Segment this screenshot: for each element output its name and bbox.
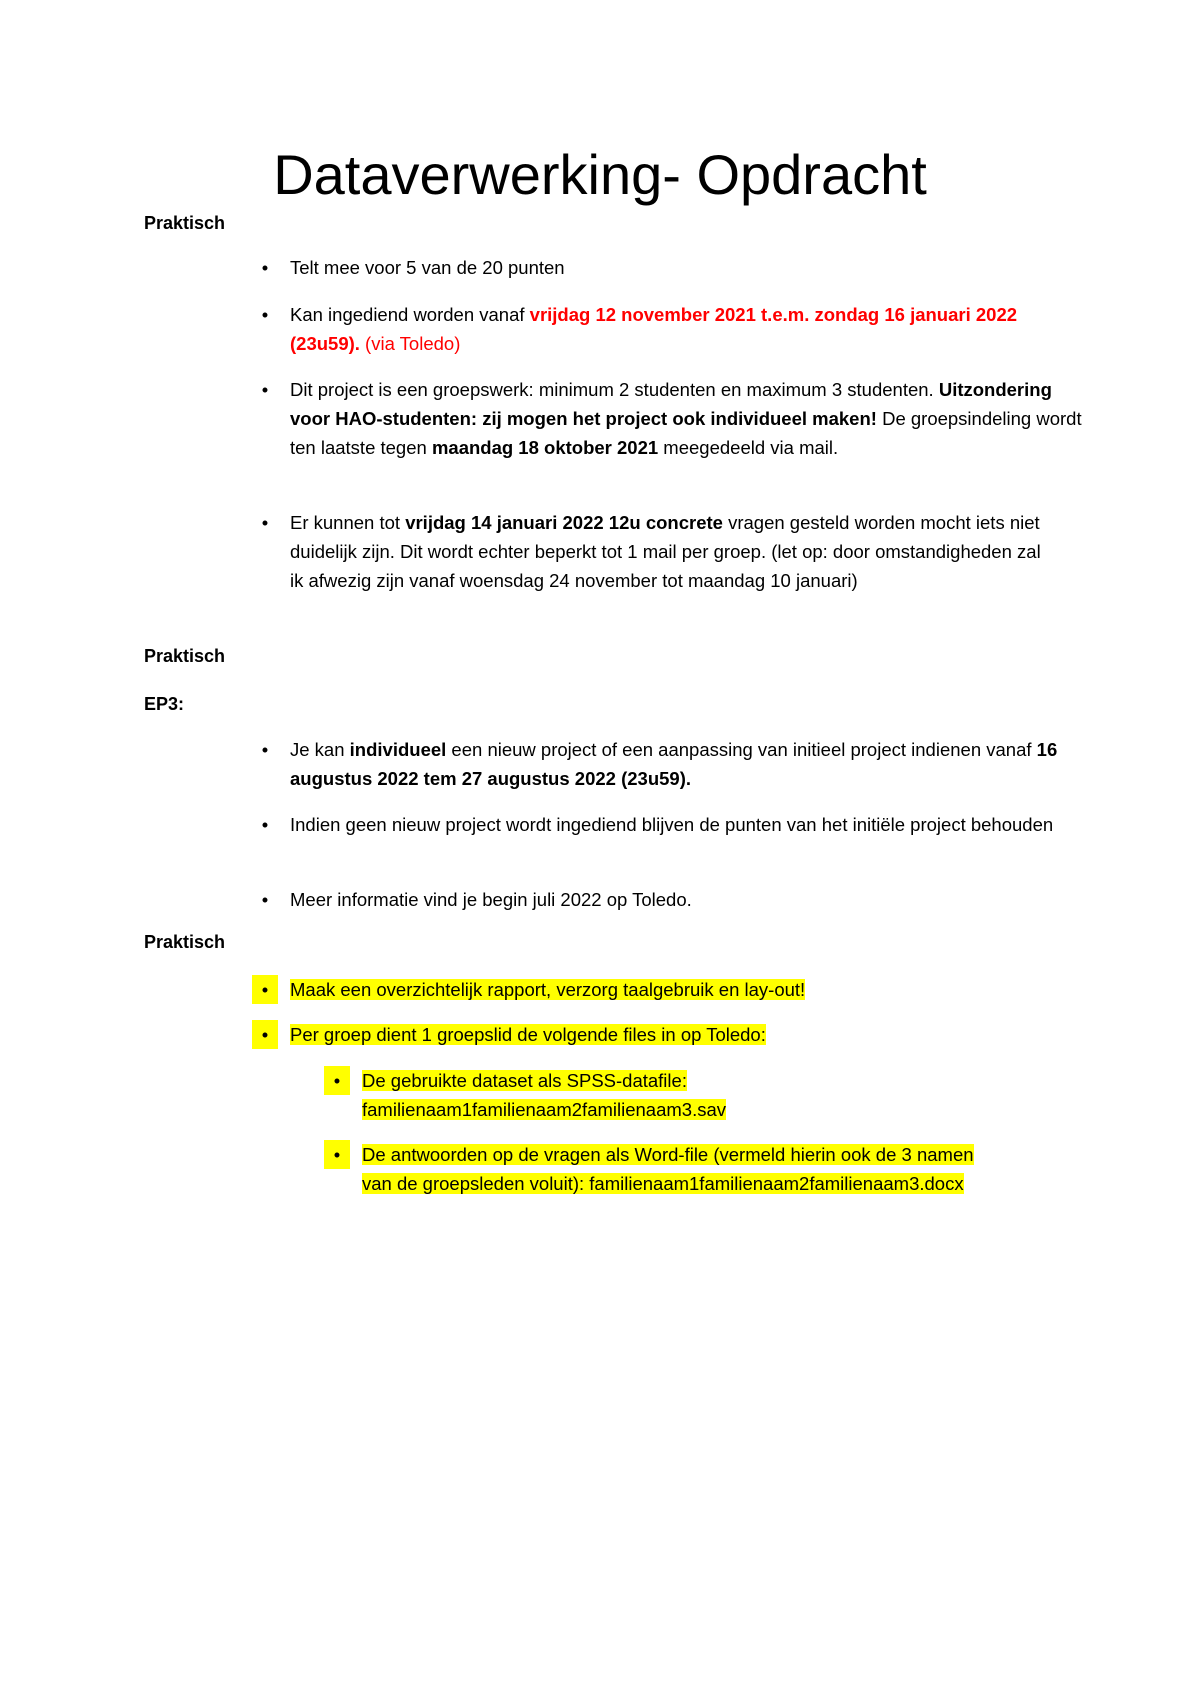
list-item-text: De groepsindeling wordt ten laatste tegen: [290, 408, 1082, 458]
list-item-text: Maak een overzichtelijk rapport, verzorg taalgebruik en lay-out!: [290, 979, 806, 1000]
bullet-icon: •: [252, 1020, 278, 1049]
section-heading-praktisch-3: Praktisch: [144, 932, 226, 952]
docx-filename-text: van de groepsleden voluit): familienaam1familienaam2familienaam3.docx: [362, 1173, 964, 1194]
list-item-text: vragen gesteld worden mocht iets niet duidelijk zijn. Dit wordt echter beperkt tot 1 mail per groep. (let op: door omstandigheden zal ik afwezig zijn vanaf woensdag 24 november tot maandag 10 januari): [290, 512, 1041, 591]
list-item-text: Meer informatie vind je begin juli 2022 op Toledo.: [290, 889, 692, 910]
bullet-icon: •: [261, 379, 269, 400]
bullet-icon: •: [252, 975, 278, 1004]
list-item: [261, 1020, 1090, 1049]
section-heading-praktisch-2: Praktisch: [144, 646, 226, 666]
sav-filename-text: familienaam1familienaam2familienaam3.sav: [362, 1099, 727, 1120]
list-item: [261, 300, 1050, 358]
list-item: [261, 885, 1090, 914]
list-item-text: De gebruikte dataset als SPSS-datafile:: [362, 1070, 687, 1091]
list-item: [261, 975, 1090, 1004]
bullet-icon: •: [324, 1140, 350, 1169]
list-item-text: Je kan: [290, 739, 350, 760]
via-toledo-text: (via Toledo): [359, 333, 461, 354]
bullet-icon: •: [261, 889, 269, 910]
ep3-deadline-text: 16 augustus 2022 tem 27 augustus 2022 (23u59).: [290, 739, 1058, 789]
section-heading-praktisch-1: Praktisch: [144, 213, 226, 233]
bullet-icon: •: [261, 814, 269, 835]
sub-list-item: [333, 1066, 1082, 1124]
list-item: [261, 375, 1090, 462]
bullet-icon: •: [324, 1066, 350, 1095]
group-date-text: maandag 18 oktober 2021: [431, 437, 659, 458]
list-item: [261, 810, 1070, 839]
list-item-text: Per groep dient 1 groepslid de volgende files in op Toledo:: [290, 1024, 766, 1045]
hao-exception-text: Uitzondering voor HAO-studenten: zij mogen het project ook individueel maken!: [290, 379, 1052, 429]
question-deadline-text: vrijdag 14 januari 2022 12u concrete: [405, 512, 723, 533]
bullet-icon: •: [261, 304, 269, 325]
list-item-text: meegedeeld via mail.: [658, 437, 839, 458]
document-title: Dataverwerking- Opdracht: [273, 143, 927, 206]
bullet-icon: •: [261, 257, 269, 278]
list-item: [261, 508, 1050, 595]
bullet-icon: •: [261, 739, 269, 760]
list-item-text: Indien geen nieuw project wordt ingediend blijven de punten van het initiële project behouden: [290, 814, 1054, 835]
list-item-text: Kan ingediend worden vanaf: [290, 304, 530, 325]
section-subheading-ep3: EP3:: [144, 694, 185, 714]
bullet-icon: •: [261, 512, 269, 533]
list-item-text: Dit project is een groepswerk: minimum 2 studenten en maximum 3 studenten.: [290, 379, 939, 400]
list-item-text: een nieuw project of een aanpassing van initieel project indienen vanaf: [446, 739, 1037, 760]
sub-list-item: [333, 1140, 1082, 1198]
list-item: [261, 735, 1090, 793]
list-item: [261, 253, 1090, 282]
list-item-text: De antwoorden op de vragen als Word-file (vermeld hierin ook de 3 namen: [362, 1144, 974, 1165]
individual-text: individueel: [349, 739, 447, 760]
deadline-text: vrijdag 12 november 2021 t.e.m. zondag 16 januari 2022 (23u59).: [290, 304, 1018, 354]
list-item-text: Er kunnen tot: [290, 512, 406, 533]
list-item-text: Telt mee voor 5 van de 20 punten: [290, 257, 565, 278]
